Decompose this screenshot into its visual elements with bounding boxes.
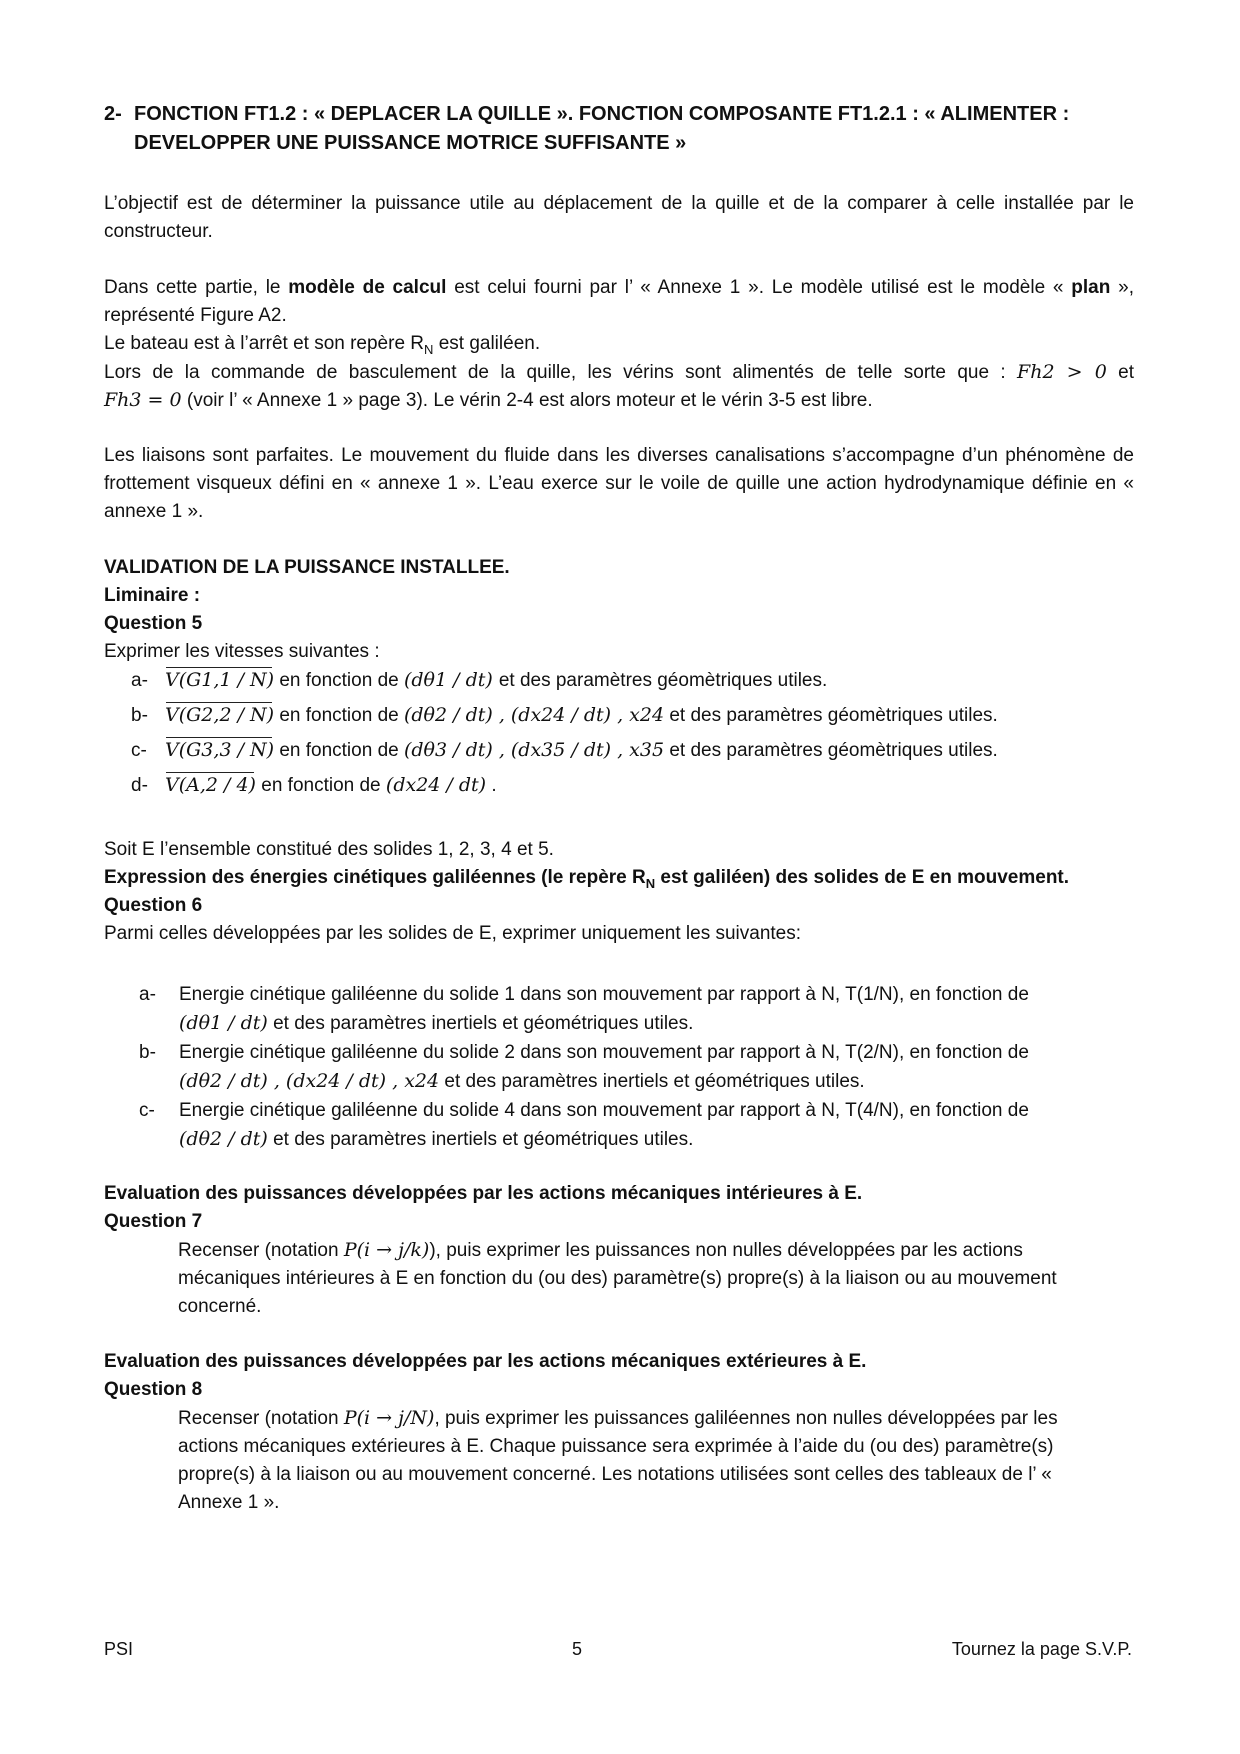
velocity-expression: V(G3,3 / N) — [165, 736, 274, 764]
set-definition: Soit E l’ensemble constitué des solides 1, 2, 3, 4 et 5. — [104, 839, 554, 860]
plan-bold: plan — [1071, 277, 1111, 298]
question-6-intro: Parmi celles développées par les solides de E, exprimer uniquement les suivantes: — [104, 923, 802, 944]
page-number: 5 — [572, 1639, 583, 1659]
question-8-title: Question 8 — [104, 1379, 203, 1400]
footer-left: PSI — [104, 1639, 134, 1659]
question-5-title: Question 5 — [104, 613, 203, 634]
question-6-title: Question 6 — [104, 895, 203, 916]
model-paragraph: Dans cette partie, le modèle de calcul est celui fourni par l’ « Annexe 1 ». Le modèle utilisé est le modèle « plan », représenté Figure A2. — [104, 277, 1134, 326]
velocity-expression: V(G1,1 / N) — [165, 666, 274, 694]
question-7-title: Question 7 — [104, 1211, 203, 1232]
section-heading — [104, 100, 1134, 158]
intro-paragraph: L’objectif est de déterminer la puissance utile au déplacement de la quille et de la comparer à celle installée par le constructeur. — [104, 193, 1134, 242]
internal-power-title: Evaluation des puissances développées par les actions mécaniques intérieures à E. — [104, 1183, 863, 1204]
q6-item-a: a- Energie cinétique galiléenne du solide 1 dans son mouvement par rapport à N, T(1/N), en fonction de (dθ1 / dt) et des paramètres inertiels et géométriques utiles. — [139, 984, 1029, 1034]
section-number: 2- — [104, 103, 122, 125]
kinetic-energy-title: Expression des énergies cinétiques galiléennes (le repère $R_N$ est galiléen) des solides de E en mouvement. — [104, 867, 1070, 891]
external-power-title: Evaluation des puissances développées par les actions mécaniques extérieures à E. — [104, 1351, 867, 1372]
question-7-body: Recenser (notation P(i → j/k)), puis exprimer les puissances non nulles développées par les actions mécaniques intérieures à E en fonction du (ou des) paramètre(s) propre(s) à la liaison ou au mouvement concerné. — [178, 1239, 1057, 1317]
q6-item-b: b- Energie cinétique galiléenne du solide 2 dans son mouvement par rapport à N, T(2/N), en fonction de (dθ2 / dt) , (dx24 / dt) , x24 et des paramètres inertiels et géométriques utiles. — [139, 1042, 1029, 1092]
model-bold: modèle de calcul — [288, 277, 447, 298]
section-title: FONCTION FT1.2 : « DEPLACER LA QUILLE ». FONCTION COMPOSANTE FT1.2.1 : « ALIMENTER : DEVELOPPER UNE PUISSANCE MOTRICE SUFFISANTE » — [134, 103, 1070, 154]
q5-item-c: c- V(G3,3 / N) en fonction de (dθ3 / dt) , (dx35 / dt) , x35 et des paramètres géomètriques utiles. — [131, 736, 998, 765]
power-notation: P(i → j/k) — [343, 1239, 430, 1261]
force-condition-1: Fh2 > 0 — [1017, 361, 1107, 383]
q6-item-c: c- Energie cinétique galiléenne du solide 4 dans son mouvement par rapport à N, T(4/N), en fonction de (dθ2 / dt) et des paramètres inertiels et géométriques utiles. — [139, 1100, 1029, 1150]
boat-line: Le bateau est à l’arrêt et son repère $R_N$ est galiléen. — [104, 333, 541, 357]
velocity-expression: V(G2,2 / N) — [165, 701, 274, 729]
validation-title: VALIDATION DE LA PUISSANCE INSTALLEE. — [104, 557, 510, 578]
command-line-2: Fh3 = 0 (voir l’ « Annexe 1 » page 3). Le vérin 2-4 est alors moteur et le vérin 3-5 est libre. — [104, 389, 873, 411]
question-8-body: Recenser (notation P(i → j/N), puis exprimer les puissances galiléennes non nulles développées par les actions mécaniques extérieures à E. Chaque puissance sera exprimée à l’aide du (ou des) paramètre(s) propre(s) à la liaison ou au mouvement concerné. Les notations utilisées sont celles des tableaux de l’ « Annexe 1 ». — [178, 1407, 1058, 1513]
question-5-intro: Exprimer les vitesses suivantes : — [104, 641, 380, 662]
force-condition-2: Fh3 = 0 — [104, 389, 182, 411]
power-notation: P(i → j/N) — [343, 1407, 435, 1429]
liaisons-paragraph: Les liaisons sont parfaites. Le mouvement du fluide dans les diverses canalisations s’accompagne d’un phénomène de frottement visqueux défini en « annexe 1 ». L’eau exerce sur le voile de quille une action hydrodynamique définie en « annexe 1 ». — [104, 445, 1134, 522]
q5-item-d: d- V(A,2 / 4) en fonction de (dx24 / dt) . — [131, 771, 497, 800]
liminaire-label: Liminaire : — [104, 585, 201, 606]
command-line: Lors de la commande de basculement de la quille, les vérins sont alimentés de telle sorte que : Fh2 > 0 et — [104, 361, 1134, 383]
velocity-expression: V(A,2 / 4) — [165, 771, 256, 799]
footer-right: Tournez la page S.V.P. — [951, 1639, 1132, 1659]
q5-item-b: b- V(G2,2 / N) en fonction de (dθ2 / dt) , (dx24 / dt) , x24 et des paramètres géomètriques utiles. — [131, 701, 998, 730]
q5-item-a: a- V(G1,1 / N) en fonction de (dθ1 / dt) et des paramètres géomètriques utiles. — [131, 666, 827, 695]
